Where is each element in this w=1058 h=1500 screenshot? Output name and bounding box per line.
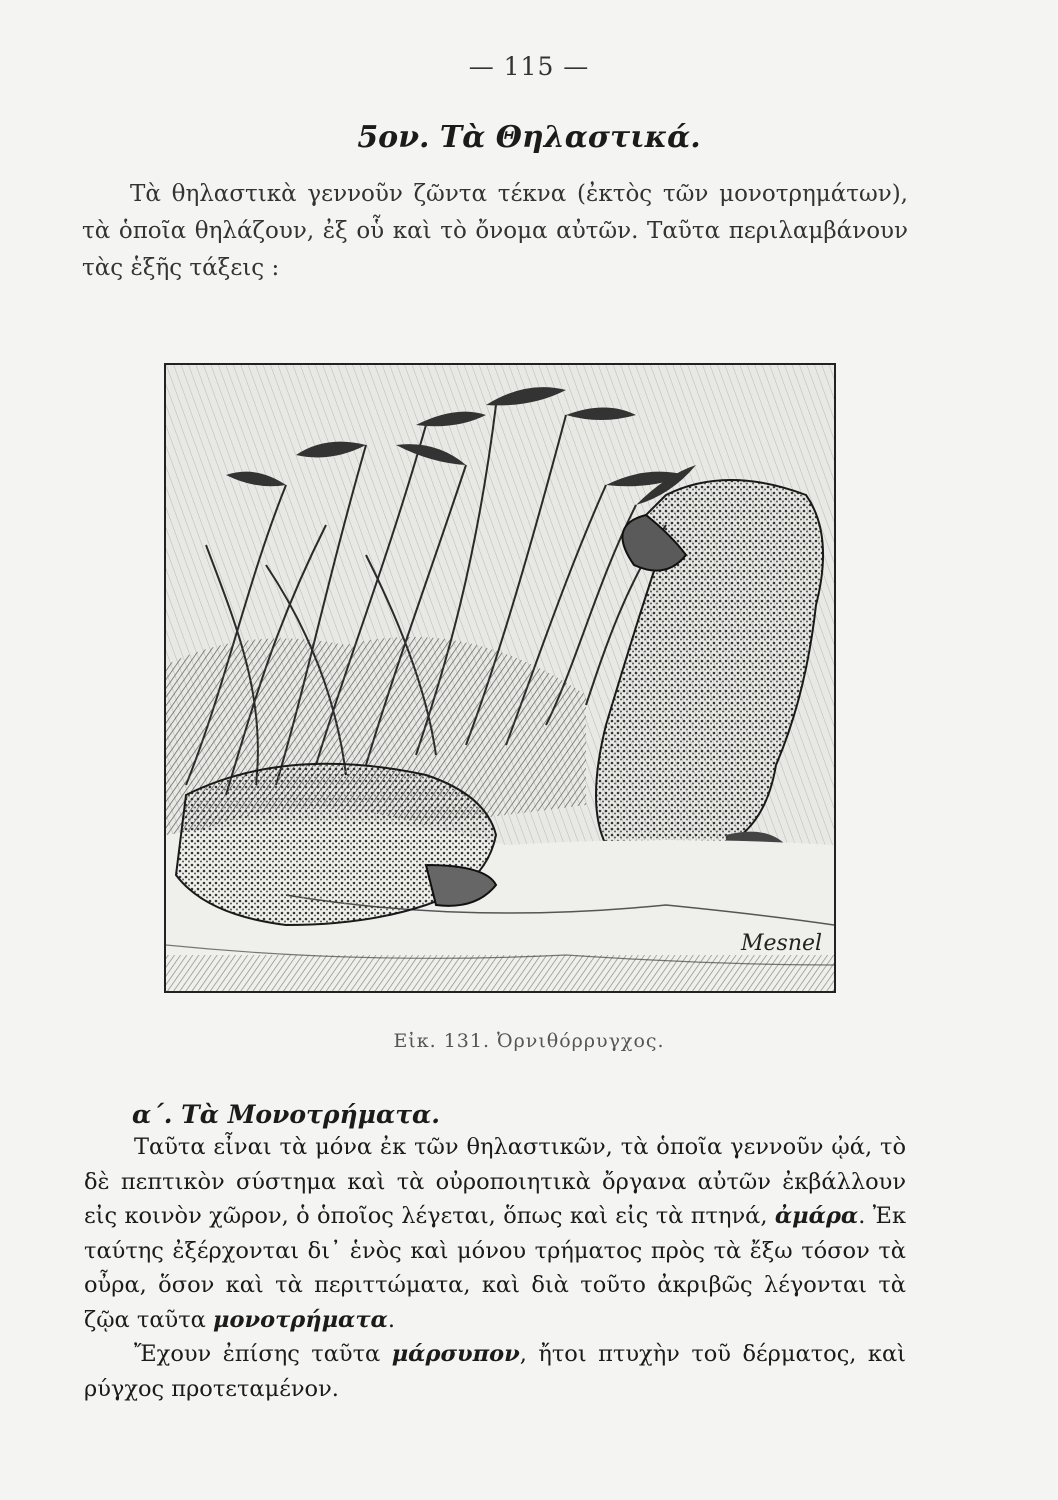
section-title: 5ον. Τὰ Θηλαστικά. (357, 120, 701, 155)
paragraph-marsupium: Ἔχουν ἐπίσης ταῦτα μάρσυπον, ἤτοι πτυχὴν τοῦ δέρματος, καὶ ρύγχος προτεταμένον. (84, 1341, 906, 1402)
page-number: — 115 — (468, 52, 590, 81)
term-monotremata: μονοτρήματα (213, 1306, 388, 1333)
paragraph-monotremata: Ταῦτα εἶναι τὰ μόνα ἐκ τῶν θηλαστικῶν, τὰ ὁποῖα γεννοῦν ᾠά, τὸ δὲ πεπτικὸν σύστημα καὶ τὰ οὐροποιητικὰ ὄργανα αὐτῶν ἐκβάλλουν εἰς κοινὸν χῶρον, ὁ ὁποῖος λέγεται, ὅπως καὶ εἰς τὰ πτηνά, ἀμάρα. Ἐκ ταύτης ἐξέρχονται δι᾽ ἑνὸς καὶ μόνου τρήματος πρὸς τὰ ἔξω τόσον τὰ οὖρα, ὅσον καὶ τὰ περιττώματα, καὶ διὰ τοῦτο ἀκριβῶς λέγονται τὰ ζῷα ταῦτα μονοτρήματα. (84, 1134, 907, 1333)
crouching-platypus (176, 764, 496, 925)
term-marsypon: μάρσυπον (391, 1341, 520, 1367)
figure-caption: Εἰκ. 131. Ὀρνιθόρρυγχος. (393, 1030, 665, 1052)
artist-signature: Mesnel (741, 931, 823, 956)
section-a-heading: α΄. Τὰ Μονοτρήματα. (132, 1100, 440, 1129)
platypus-engraving (166, 365, 834, 991)
intro-paragraph: Τὰ θηλαστικὰ γεννοῦν ζῶντα τέκνα (ἐκτὸς τῶν μονοτρημάτων), τὰ ὁποῖα θηλάζουν, ἐξ οὗ καὶ τὸ ὄνομα αὐτῶν. Ταῦτα περιλαμβάνουν τὰς ἑξῆς τάξεις : (82, 181, 908, 281)
term-amara: ἀμάρα (774, 1203, 859, 1229)
section-a-body (84, 1130, 906, 1406)
platypus-illustration (164, 363, 836, 993)
